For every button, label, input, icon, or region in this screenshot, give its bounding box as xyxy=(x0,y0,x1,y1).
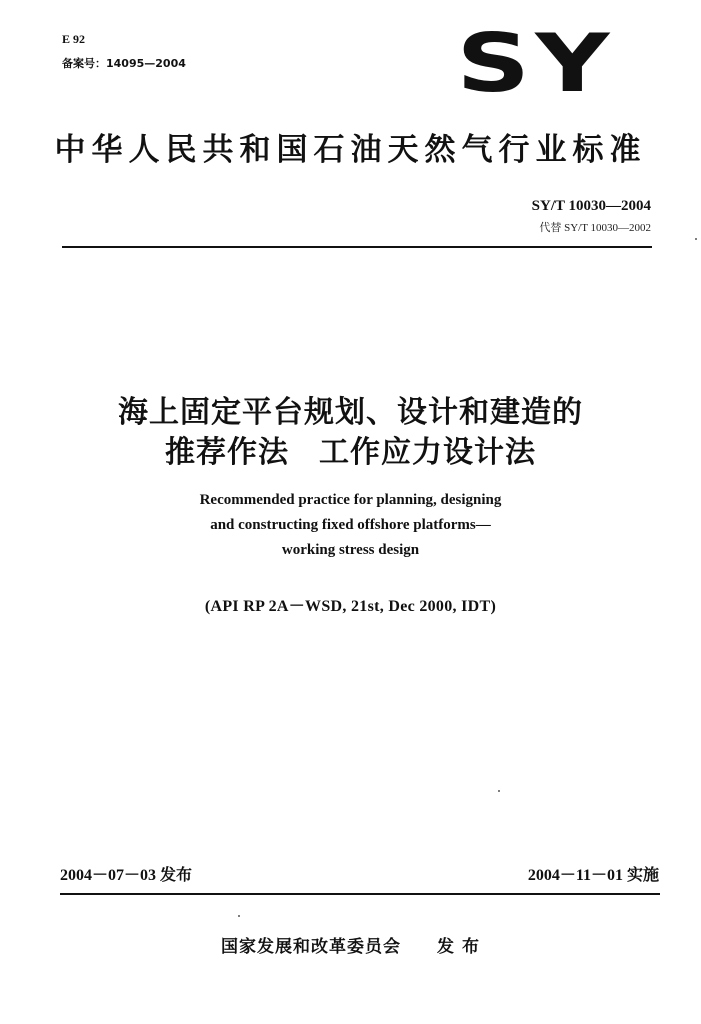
publish-date: 2004－07－03 发布 xyxy=(60,867,193,884)
implement-date: 2004－11－01 实施 xyxy=(527,867,659,884)
replaced-standard: 代替 SY/T 10030—2002 xyxy=(539,222,651,234)
title-en-line1: Recommended practice for planning, designing xyxy=(199,492,502,508)
scan-speck xyxy=(695,238,697,240)
header-divider xyxy=(62,246,652,248)
classification-code: E 92 xyxy=(62,32,86,46)
title-cn-line1: 海上固定平台规划、设计和建造的 xyxy=(118,395,583,430)
scan-speck xyxy=(238,915,240,917)
standard-number: SY/T 10030—2004 xyxy=(531,198,651,214)
issue-word: 发 布 xyxy=(437,937,480,957)
adoption-reference: (API RP 2A－WSD, 21st, Dec 2000, IDT) xyxy=(204,598,497,615)
title-en-line3: working stress design xyxy=(281,542,420,558)
scan-speck xyxy=(498,790,500,792)
title-cn-line2-part1: 推荐作法 xyxy=(165,435,289,470)
filing-number: 备案号：14095—2004 xyxy=(62,57,186,70)
footer-divider xyxy=(60,893,660,895)
sy-logo: SY xyxy=(456,17,615,110)
title-cn-line2 xyxy=(0,427,701,471)
title-en-line2: and constructing fixed offshore platforms— xyxy=(210,517,491,533)
issuer-line xyxy=(0,932,701,957)
title-cn-line2-part2: 工作应力设计法 xyxy=(319,435,536,470)
standard-category-title: 中华人民共和国石油天然气行业标准 xyxy=(54,132,647,168)
issuer-name: 国家发展和改革委员会 xyxy=(221,937,402,957)
